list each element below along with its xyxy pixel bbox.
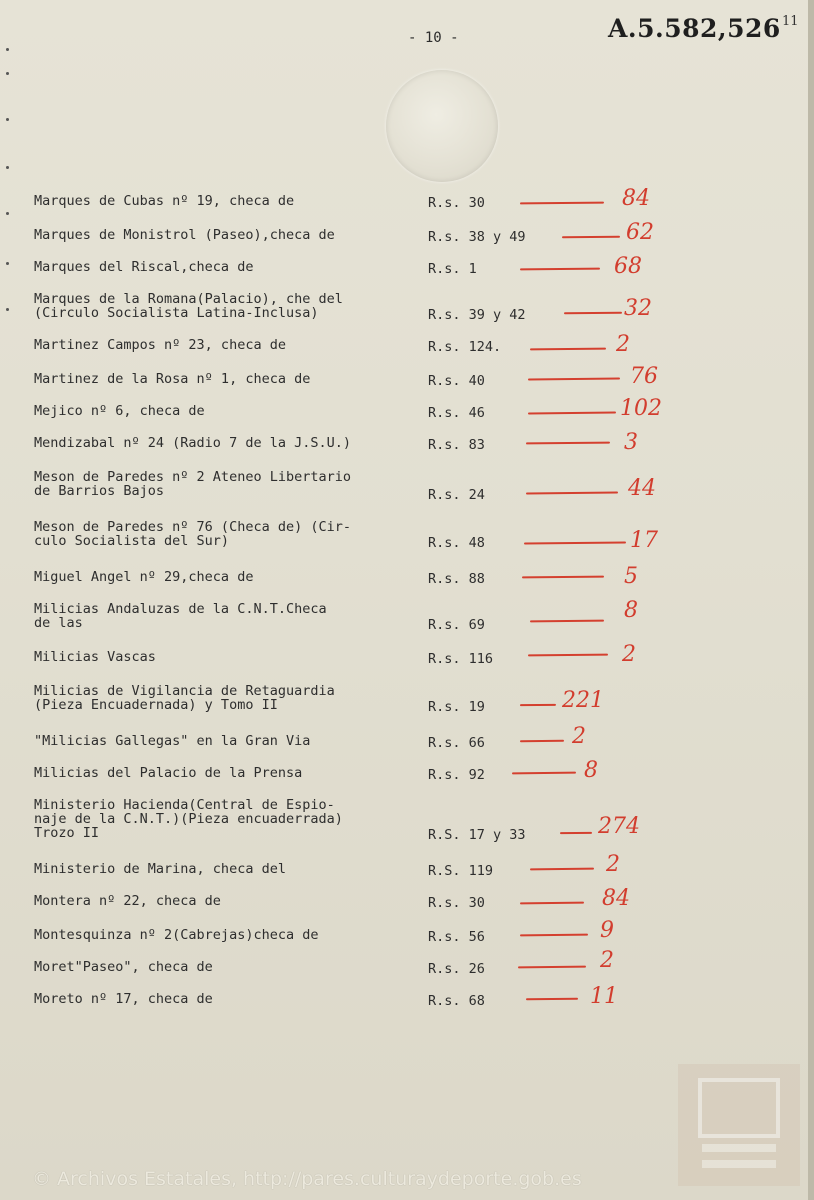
entry-reference: R.s. 48 bbox=[428, 535, 485, 551]
entry-reference: R.s. 19 bbox=[428, 699, 485, 715]
entry-reference: R.s. 24 bbox=[428, 487, 485, 503]
red-line bbox=[528, 378, 620, 381]
entry-name: Meson de Paredes nº 2 Ateneo Libertario de Barrios Bajos bbox=[34, 469, 351, 499]
entry-count: 3 bbox=[624, 430, 638, 455]
entry-count: 8 bbox=[584, 758, 598, 783]
entry-count: 84 bbox=[622, 186, 650, 211]
entry-reference: R.s. 46 bbox=[428, 405, 485, 421]
entry-name: Milicias de Vigilancia de Retaguardia (Pieza Encuadernada) y Tomo II bbox=[34, 683, 335, 713]
entry-name: Ministerio de Marina, checa del bbox=[34, 861, 286, 877]
entry-name: Marques de Cubas nº 19, checa de bbox=[34, 193, 295, 209]
embossed-seal bbox=[386, 70, 498, 182]
entry-reference: R.s. 66 bbox=[428, 735, 485, 751]
entry-name: Martinez Campos nº 23, checa de bbox=[34, 337, 286, 353]
entry-reference: R.s. 69 bbox=[428, 617, 485, 633]
entry-count: 2 bbox=[600, 948, 614, 973]
entry-reference: R.s. 68 bbox=[428, 993, 485, 1009]
punch-hole bbox=[6, 166, 9, 169]
entry-count: 17 bbox=[630, 528, 658, 553]
red-line bbox=[526, 998, 578, 1001]
entry-name: Montera nº 22, checa de bbox=[34, 893, 221, 909]
punch-hole bbox=[6, 262, 9, 265]
entry-name: Milicias Vascas bbox=[34, 649, 156, 665]
red-line bbox=[530, 348, 606, 351]
red-line bbox=[520, 704, 556, 706]
entry-name: Montesquinza nº 2(Cabrejas)checa de bbox=[34, 927, 319, 943]
page-edge bbox=[808, 0, 814, 1200]
entry-name: Miguel Angel nº 29,checa de bbox=[34, 569, 254, 585]
red-line bbox=[530, 868, 594, 871]
entry-name: Milicias Andaluzas de la C.N.T.Checa de las bbox=[34, 601, 327, 631]
entry-count: 221 bbox=[562, 688, 604, 713]
entry-count: 102 bbox=[620, 396, 662, 421]
red-line bbox=[530, 620, 604, 623]
red-line bbox=[524, 541, 626, 544]
entry-count: 2 bbox=[622, 642, 636, 667]
entry-reference: R.s. 39 y 42 bbox=[428, 307, 526, 323]
entry-count: 44 bbox=[628, 476, 656, 501]
red-line bbox=[520, 202, 604, 205]
entry-name: Moreto nº 17, checa de bbox=[34, 991, 213, 1007]
red-line bbox=[526, 442, 610, 445]
entry-name: Moret"Paseo", checa de bbox=[34, 959, 213, 975]
entry-reference: R.s. 30 bbox=[428, 895, 485, 911]
entry-count: 2 bbox=[606, 852, 620, 877]
punch-hole bbox=[6, 72, 9, 75]
punch-hole bbox=[6, 212, 9, 215]
entry-count: 62 bbox=[626, 220, 654, 245]
entry-reference: R.s. 124. bbox=[428, 339, 502, 355]
punch-hole bbox=[6, 48, 9, 51]
entry-name: Mendizabal nº 24 (Radio 7 de la J.S.U.) bbox=[34, 435, 351, 451]
red-line bbox=[522, 576, 604, 579]
entry-name: Milicias del Palacio de la Prensa bbox=[34, 765, 303, 781]
entry-count: 5 bbox=[624, 564, 638, 589]
entry-reference: R.S. 119 bbox=[428, 863, 494, 879]
red-line bbox=[564, 312, 622, 315]
red-line bbox=[562, 236, 620, 239]
entry-count: 9 bbox=[600, 918, 614, 943]
punch-hole bbox=[6, 308, 9, 311]
archive-watermark-logo bbox=[672, 1058, 806, 1192]
entry-name: Marques de la Romana(Palacio), che del (Circulo Socialista Latina-Inclusa) bbox=[34, 291, 343, 321]
entry-count: 68 bbox=[614, 254, 642, 279]
entry-count: 32 bbox=[624, 296, 652, 321]
entry-count: 84 bbox=[602, 886, 630, 911]
entry-reference: R.S. 17 y 33 bbox=[428, 827, 526, 843]
entry-reference: R.s. 56 bbox=[428, 929, 485, 945]
entry-reference: R.s. 88 bbox=[428, 571, 485, 587]
entry-name: Meson de Paredes nº 76 (Checa de) (Cir- culo Socialista del Sur) bbox=[34, 519, 351, 549]
entry-reference: R.s. 40 bbox=[428, 373, 485, 389]
archive-reference: A.5.582,526 bbox=[608, 14, 781, 43]
entry-name: Marques de Monistrol (Paseo),checa de bbox=[34, 227, 335, 243]
entry-reference: R.s. 92 bbox=[428, 767, 485, 783]
entry-reference: R.s. 1 bbox=[428, 261, 477, 277]
red-line bbox=[520, 740, 564, 742]
entry-reference: R.s. 83 bbox=[428, 437, 485, 453]
red-line bbox=[520, 268, 600, 271]
entry-count: 274 bbox=[598, 814, 640, 839]
entry-reference: R.s. 38 y 49 bbox=[428, 229, 526, 245]
entry-name: "Milicias Gallegas" en la Gran Via bbox=[34, 733, 311, 749]
red-line bbox=[560, 832, 592, 834]
punch-hole bbox=[6, 118, 9, 121]
entry-name: Mejico nº 6, checa de bbox=[34, 403, 205, 419]
red-line bbox=[512, 772, 576, 775]
entry-count: 2 bbox=[616, 332, 630, 357]
entry-reference: R.s. 26 bbox=[428, 961, 485, 977]
red-line bbox=[520, 902, 584, 905]
archive-reference-sup: 11 bbox=[782, 14, 799, 29]
red-line bbox=[520, 934, 588, 937]
copyright-watermark: © Archivos Estatales, http://pares.culturaydeporte.gob.es bbox=[32, 1168, 582, 1190]
entry-name: Martinez de la Rosa nº 1, checa de bbox=[34, 371, 311, 387]
entry-count: 8 bbox=[624, 598, 638, 623]
red-line bbox=[526, 492, 618, 495]
entry-reference: R.s. 116 bbox=[428, 651, 494, 667]
entry-name: Ministerio Hacienda(Central de Espio- naje de la C.N.T.)(Pieza encuaderrada) Trozo II bbox=[34, 797, 343, 841]
red-line bbox=[528, 654, 608, 657]
entry-count: 76 bbox=[630, 364, 658, 389]
entry-count: 11 bbox=[590, 984, 618, 1009]
entry-name: Marques del Riscal,checa de bbox=[34, 259, 254, 275]
page-number: - 10 - bbox=[408, 30, 459, 46]
red-line bbox=[518, 966, 586, 969]
entry-reference: R.s. 30 bbox=[428, 195, 485, 211]
entry-count: 2 bbox=[572, 724, 586, 749]
red-line bbox=[528, 412, 616, 415]
